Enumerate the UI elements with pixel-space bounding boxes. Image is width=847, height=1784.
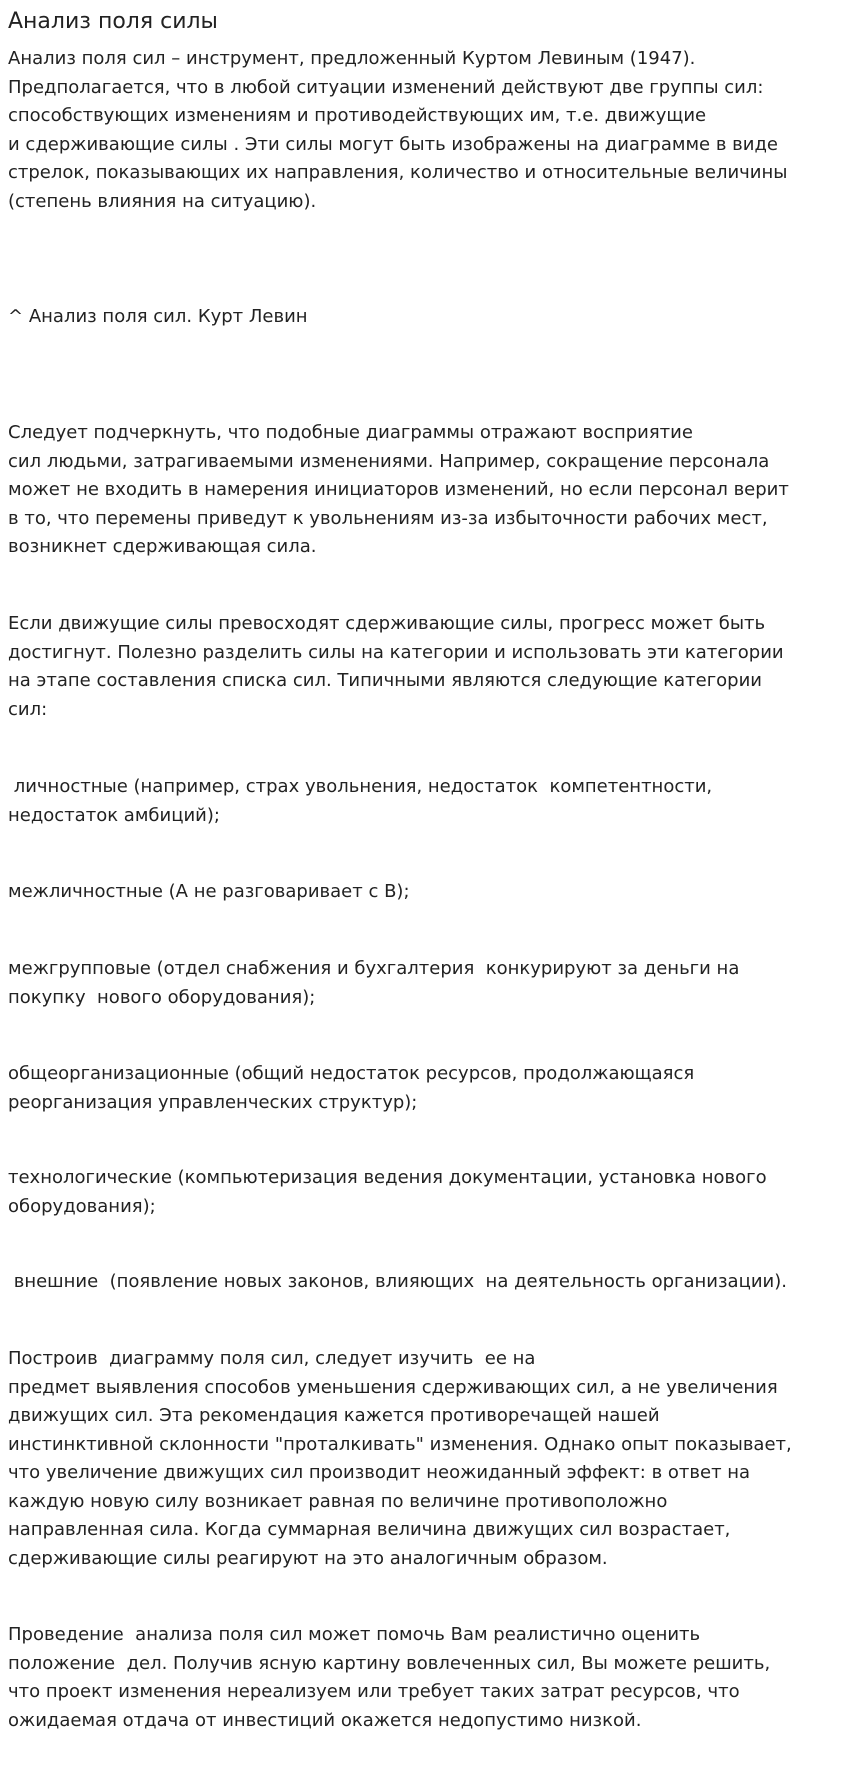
category-intergroup: [8, 955, 842, 1012]
text-line: направленная сила. Когда суммарная величина движущих сил возрастает,: [8, 1519, 731, 1540]
category-technological: [8, 1164, 842, 1221]
text-line: личностные (например, страх увольнения, недостаток компетентности,: [8, 776, 713, 797]
text-line: сил:: [8, 698, 48, 720]
category-interpersonal: [8, 878, 842, 907]
text-line: инстинктивной склонности "проталкивать" изменения. Однако опыт показывает,: [8, 1433, 792, 1455]
page-title: Анализ поля силы: [8, 9, 218, 34]
text-line: сдерживающие силы реагируют на это аналогичным образом.: [8, 1547, 608, 1569]
text-line: технологические (компьютеризация ведения документации, установка нового: [8, 1167, 767, 1188]
text-line: что проект изменения нереализуем или требует таких затрат ресурсов, что: [8, 1681, 740, 1702]
text-line: достигнут. Полезно разделить силы на категории и использовать эти категории: [8, 641, 784, 663]
text-line: Следует подчеркнуть, что подобные диаграммы отражают восприятие: [8, 422, 693, 443]
paragraph-intro: [8, 45, 842, 216]
category-organizational: [8, 1060, 842, 1117]
text-line: Построив диаграмму поля сил, следует изучить ее на: [8, 1348, 536, 1369]
text-line: и сдерживающие силы . Эти силы могут быть изображены на диаграмме в виде: [8, 133, 778, 155]
figure-caption-text: Анализ поля сил. Курт Левин: [28, 306, 308, 327]
paragraph-categories-intro: [8, 610, 842, 724]
text-line: что увеличение движущих сил производит неожиданный эффект: в ответ на: [8, 1462, 751, 1483]
text-line: межгрупповые (отдел снабжения и бухгалтерия конкурируют за деньги на: [8, 958, 740, 979]
text-line: Если движущие силы превосходят сдерживающие силы, прогресс может быть: [8, 613, 766, 634]
text-line: каждую новую силу возникает равная по величине противоположно: [8, 1490, 668, 1512]
text-line: может не входить в намерения инициаторов изменений, но если персонал верит: [8, 479, 789, 500]
text-line: стрелок, показывающих их направления, количество и относительные величины: [8, 162, 788, 183]
text-line: покупку нового оборудования);: [8, 986, 316, 1008]
text-line: Предполагается, что в любой ситуации изменений действуют две группы сил:: [8, 76, 764, 98]
text-line: межличностные (А не разговаривает с В);: [8, 881, 410, 902]
text-line: ожидаемая отдача от инвестиций окажется недопустимо низкой.: [8, 1709, 642, 1731]
text-line: недостаток амбиций);: [8, 804, 220, 826]
text-line: положение дел. Получив ясную картину вовлеченных сил, Вы можете решить,: [8, 1652, 771, 1674]
text-line: возникнет сдерживающая сила.: [8, 536, 317, 557]
text-line: оборудования);: [8, 1195, 156, 1217]
paragraph-conclusion: [8, 1621, 842, 1735]
paragraph-diagram-analysis: [8, 1345, 842, 1573]
figure-caption[interactable]: [8, 303, 308, 332]
category-external: [8, 1268, 842, 1297]
text-line: сил людьми, затрагиваемыми изменениями. Например, сокращение персонала: [8, 450, 770, 472]
paragraph-perception: [8, 419, 842, 562]
text-line: движущих сил. Эта рекомендация кажется противоречащей нашей: [8, 1405, 660, 1426]
text-line: способствующих изменениям и противодействующих им, т.е. движущие: [8, 105, 707, 126]
text-line: на этапе составления списка сил. Типичными являются следующие категории: [8, 670, 762, 691]
text-line: (степень влияния на ситуацию).: [8, 190, 317, 212]
text-line: Проведение анализа поля сил может помочь Вам реалистично оценить: [8, 1624, 701, 1645]
category-personal: [8, 773, 842, 830]
text-line: общеорганизационные (общий недостаток ресурсов, продолжающаяся: [8, 1063, 695, 1084]
text-line: реорганизация управленческих структур);: [8, 1091, 418, 1113]
text-line: Анализ поля сил – инструмент, предложенный Куртом Левиным (1947).: [8, 48, 696, 69]
text-line: внешние (появление новых законов, влияющих на деятельность организации).: [8, 1271, 787, 1292]
caret-up-icon: ^: [8, 306, 24, 327]
text-line: в то, что перемены приведут к увольнениям из-за избыточности рабочих мест,: [8, 507, 768, 529]
text-line: предмет выявления способов уменьшения сдерживающих сил, а не увеличения: [8, 1376, 778, 1398]
